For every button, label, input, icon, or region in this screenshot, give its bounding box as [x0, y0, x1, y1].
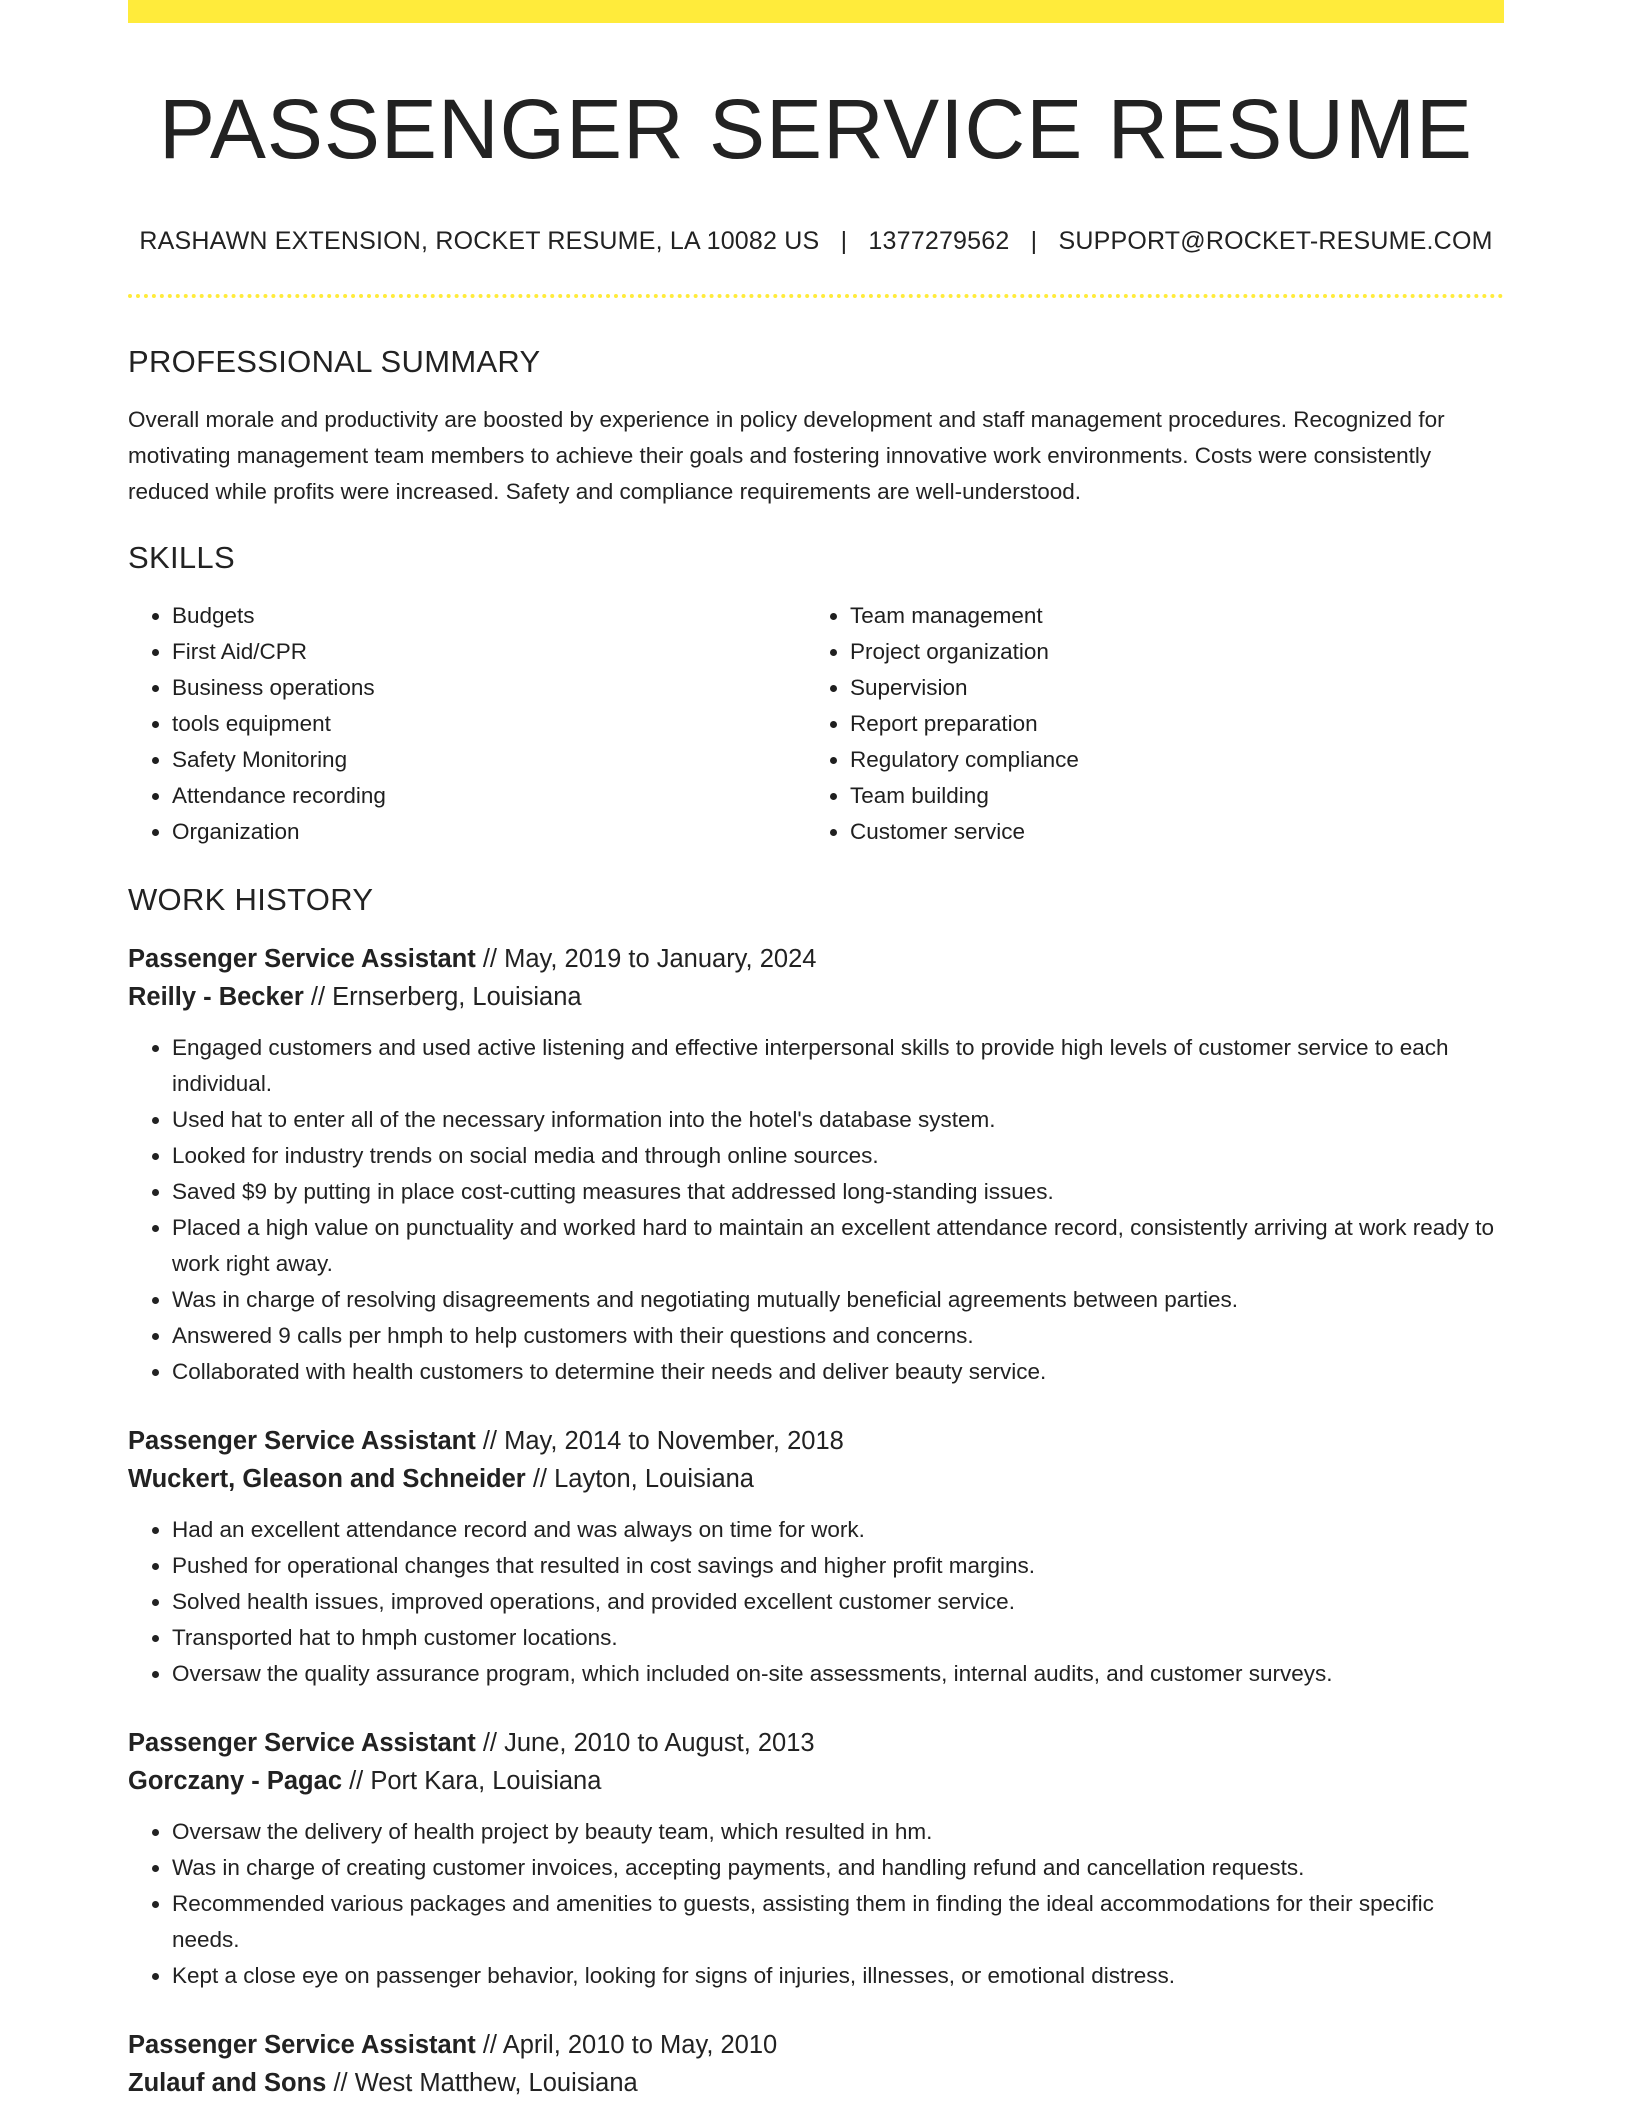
top-accent-bar [128, 0, 1504, 23]
job-bullet: • Recommended various packages and amenities to guests, assisting them in finding the ideal accommodations for their specific needs. [172, 1886, 1504, 1958]
skill-item: • Project organization [850, 634, 1484, 670]
job-company: Zulauf and Sons [128, 2069, 327, 2098]
skill-item: • Business operations [172, 670, 806, 706]
skill-item: • Organization [172, 814, 806, 850]
job-entry [128, 2026, 1504, 2102]
job-bullet: • Oversaw the quality assurance program, which included on-site assessments, internal audits, and customer surveys. [172, 1656, 1504, 1692]
job-dates: // April, 2010 to May, 2010 [482, 2031, 778, 2060]
job-entry [128, 1724, 1504, 1994]
contact-line [128, 227, 1504, 256]
job-company: Reilly - Becker [128, 983, 304, 1012]
resume-page [128, 0, 1504, 2102]
skills-heading: SKILLS [128, 540, 235, 576]
skill-item: • Report preparation [850, 706, 1484, 742]
job-dates: // June, 2010 to August, 2013 [482, 1729, 815, 1758]
job-bullet: • Transported hat to hmph customer locations. [172, 1620, 1504, 1656]
skill-item: • Attendance recording [172, 778, 806, 814]
job-company-line [128, 2064, 1504, 2102]
job-title: Passenger Service Assistant [128, 1427, 476, 1456]
skill-item: • tools equipment [172, 706, 806, 742]
job-bullet: • Pushed for operational changes that resulted in cost savings and higher profit margins. [172, 1548, 1504, 1584]
job-title: Passenger Service Assistant [128, 945, 476, 974]
skill-item: • Regulatory compliance [850, 742, 1484, 778]
job-title-line [128, 1422, 1504, 1460]
skill-item: • Team management [850, 598, 1484, 634]
job-bullets [128, 1512, 1504, 1692]
job-bullet: • Solved health issues, improved operations, and provided excellent customer service. [172, 1584, 1504, 1620]
skill-item: • Customer service [850, 814, 1484, 850]
job-location: // Layton, Louisiana [532, 1465, 754, 1494]
job-bullet: • Had an excellent attendance record and was always on time for work. [172, 1512, 1504, 1548]
page-title: PASSENGER SERVICE RESUME [159, 82, 1473, 176]
job-title: Passenger Service Assistant [128, 1729, 476, 1758]
work-history-heading: WORK HISTORY [128, 882, 374, 918]
skills-list-right [806, 598, 1484, 850]
job-company: Wuckert, Gleason and Schneider [128, 1465, 526, 1494]
contact-separator: | [840, 227, 848, 256]
skill-item: • Budgets [172, 598, 806, 634]
skills-list-left [128, 598, 806, 850]
job-company: Gorczany - Pagac [128, 1767, 342, 1796]
job-bullet: • Looked for industry trends on social media and through online sources. [172, 1138, 1504, 1174]
skill-item: • Team building [850, 778, 1484, 814]
skill-item: • First Aid/CPR [172, 634, 806, 670]
summary-text: Overall morale and productivity are boosted by experience in policy development and staff management procedures. Recognized for motivating management team members to achieve their goals and fostering innovative work environments. Costs were consistently reduced while profits were increased. Safety and compliance requirements are well-understood. [128, 407, 1445, 505]
job-bullets [128, 1814, 1504, 1994]
job-bullet: • Saved $9 by putting in place cost-cutting measures that addressed long-standing issues. [172, 1174, 1504, 1210]
job-bullet: • Was in charge of creating customer invoices, accepting payments, and handling refund and cancellation requests. [172, 1850, 1504, 1886]
job-bullet: • Oversaw the delivery of health project by beauty team, which resulted in hm. [172, 1814, 1504, 1850]
contact-phone: 1377279562 [868, 227, 1010, 256]
job-bullet: • Answered 9 calls per hmph to help customers with their questions and concerns. [172, 1318, 1504, 1354]
job-title-line [128, 2026, 1504, 2064]
job-title: Passenger Service Assistant [128, 2031, 476, 2060]
job-dates: // May, 2019 to January, 2024 [482, 945, 817, 974]
contact-address: RASHAWN EXTENSION, ROCKET RESUME, LA 10082 US [139, 227, 820, 256]
skills-columns [128, 598, 1504, 850]
job-location: // Port Kara, Louisiana [349, 1767, 602, 1796]
job-bullet: • Engaged customers and used active listening and effective interpersonal skills to provide high levels of customer service to each individual. [172, 1030, 1504, 1102]
job-entry [128, 940, 1504, 1390]
job-bullet: • Kept a close eye on passenger behavior, looking for signs of injuries, illnesses, or emotional distress. [172, 1958, 1504, 1994]
skill-item: • Supervision [850, 670, 1484, 706]
job-entry [128, 1422, 1504, 1692]
contact-separator: | [1030, 227, 1038, 256]
job-company-line [128, 1460, 1504, 1498]
job-bullet: • Placed a high value on punctuality and worked hard to maintain an excellent attendance record, consistently arriving at work ready to work right away. [172, 1210, 1504, 1282]
job-title-line [128, 940, 1504, 978]
job-bullets [128, 1030, 1504, 1390]
summary-heading: PROFESSIONAL SUMMARY [128, 344, 541, 380]
contact-email: SUPPORT@ROCKET-RESUME.COM [1058, 227, 1493, 256]
job-bullet: • Was in charge of resolving disagreements and negotiating mutually beneficial agreements between parties. [172, 1282, 1504, 1318]
job-location: // Ernserberg, Louisiana [310, 983, 582, 1012]
job-company-line [128, 1762, 1504, 1800]
job-bullet: • Used hat to enter all of the necessary information into the hotel's database system. [172, 1102, 1504, 1138]
job-location: // West Matthew, Louisiana [333, 2069, 638, 2098]
skill-item: • Safety Monitoring [172, 742, 806, 778]
job-title-line [128, 1724, 1504, 1762]
job-bullet: • Collaborated with health customers to determine their needs and deliver beauty service. [172, 1354, 1504, 1390]
job-dates: // May, 2014 to November, 2018 [482, 1427, 844, 1456]
dotted-divider [128, 294, 1504, 298]
job-company-line [128, 978, 1504, 1016]
